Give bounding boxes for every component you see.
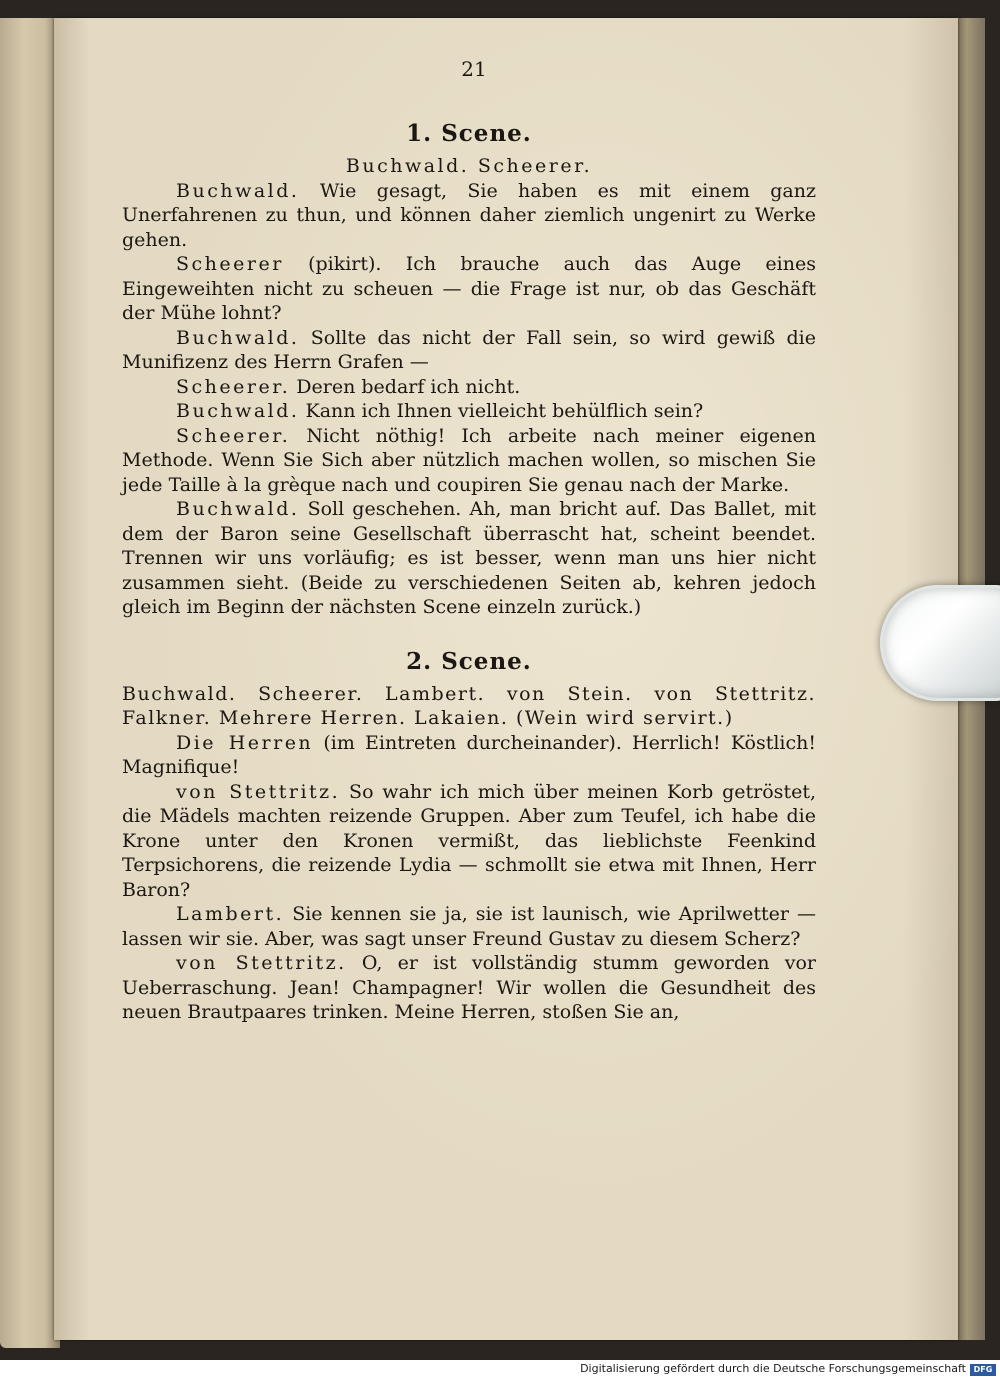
- dialogue-text: Deren bedarf ich nicht.: [296, 375, 521, 398]
- speaker-name: Scheerer: [176, 253, 284, 275]
- dialogue-line: [122, 951, 816, 1025]
- page-number: 21: [461, 57, 487, 81]
- dialogue-line: [122, 497, 816, 620]
- speaker-name: Buchwald.: [176, 179, 300, 202]
- dfg-logo: DFG: [970, 1364, 996, 1376]
- speaker-name: Scheerer.: [176, 424, 291, 447]
- scene-2-cast: Buchwald. Scheerer. Lambert. von Stein. von Stettritz. Falkner. Mehrere Herren. Lakaien. (Wein wird servirt.): [122, 682, 816, 729]
- dialogue-line: [122, 731, 816, 780]
- dialogue-text: Soll geschehen. Ah, man bricht auf. Das Ballet, mit dem der Baron seine Gesellschaft überrascht hat, scheint beendet. Trennen wir uns vorläufig; es ist besser, wenn man uns hier nicht zusammen sieht. (Beide zu verschiedenen Seiten ab, kehren jedoch gleich im Beginn der nächsten Scene einzeln zurück.): [122, 498, 816, 618]
- dialogue-line: [122, 902, 816, 951]
- dialogue-line: [122, 780, 816, 903]
- dialogue-line: [122, 424, 816, 498]
- dialogue-text: O, er ist vollständig stumm geworden vor Ueberraschung. Jean! Champagner! Wir wollen die Gesundheit des neuen Brautpaares trinken. Meine Herren, stoßen Sie an,: [122, 952, 816, 1023]
- dialogue-text: Sollte das nicht der Fall sein, so wird gewiß die Munifizenz des Herrn Grafen —: [122, 326, 816, 373]
- dialogue-line: [122, 326, 816, 375]
- dialogue-text: Wie gesagt, Sie haben es mit einem ganz Unerfahrenen zu thun, und können daher ziemlich ungenirt zu Werke gehen.: [122, 179, 816, 251]
- dialogue-text: (im Eintreten durcheinander). Herrlich! Köstlich! Magnifique!: [122, 731, 817, 778]
- scene-1-cast: Buchwald. Scheerer.: [345, 155, 593, 177]
- dialogue-text: Sie kennen sie ja, sie ist launisch, wie Aprilwetter — lassen wir sie. Aber, was sagt unser Freund Gustav zu diesem Scherz?: [122, 903, 817, 950]
- glass-reflection: [880, 585, 1000, 701]
- scene-1-heading: 1. Scene.: [406, 120, 532, 147]
- speaker-name: Buchwald.: [176, 498, 300, 520]
- footer-credit: Digitalisierung gefördert durch die Deutsche Forschungsgemeinschaft: [580, 1362, 966, 1375]
- dialogue-text: Nicht nöthig! Ich arbeite nach meiner eigenen Methode. Wenn Sie Sich aber nützlich machen wollen, so mischen Sie jede Taille à la grèque nach und coupiren Sie genau nach der Marke.: [122, 424, 816, 496]
- speaker-name: Scheerer.: [176, 375, 291, 398]
- dialogue-line: [122, 179, 816, 253]
- dialogue-text: (pikirt). Ich brauche auch das Auge eines Eingeweihten nicht zu scheuen — die Frage ist nur, ob das Geschäft der Mühe lohnt?: [122, 253, 816, 324]
- page-content: [122, 54, 816, 1025]
- dialogue-line: [122, 252, 816, 326]
- speaker-name: von Stettritz.: [176, 952, 347, 974]
- left-page-edge: [0, 18, 60, 1348]
- speaker-name: Die Herren: [176, 731, 314, 754]
- speaker-name: von Stettritz.: [176, 780, 341, 803]
- speaker-name: Buchwald.: [176, 326, 300, 349]
- speaker-name: Buchwald.: [176, 400, 300, 422]
- speaker-name: Lambert.: [176, 903, 285, 925]
- dialogue-text: Kann ich Ihnen vielleicht behülflich sein?: [305, 400, 704, 422]
- scene-2-heading: 2. Scene.: [406, 647, 532, 675]
- dialogue-text: So wahr ich mich über meinen Korb getröstet, die Mädels machten reizende Gruppen. Aber zum Teufel, ich habe die Krone unter den Kronen vermißt, das lieblichste Feenkind Terpsichorens, die reizende Lydia — schmollt sie etwa mit Ihnen, Herr Baron?: [122, 780, 816, 901]
- dialogue-line: [122, 399, 816, 424]
- dialogue-line: [122, 375, 816, 400]
